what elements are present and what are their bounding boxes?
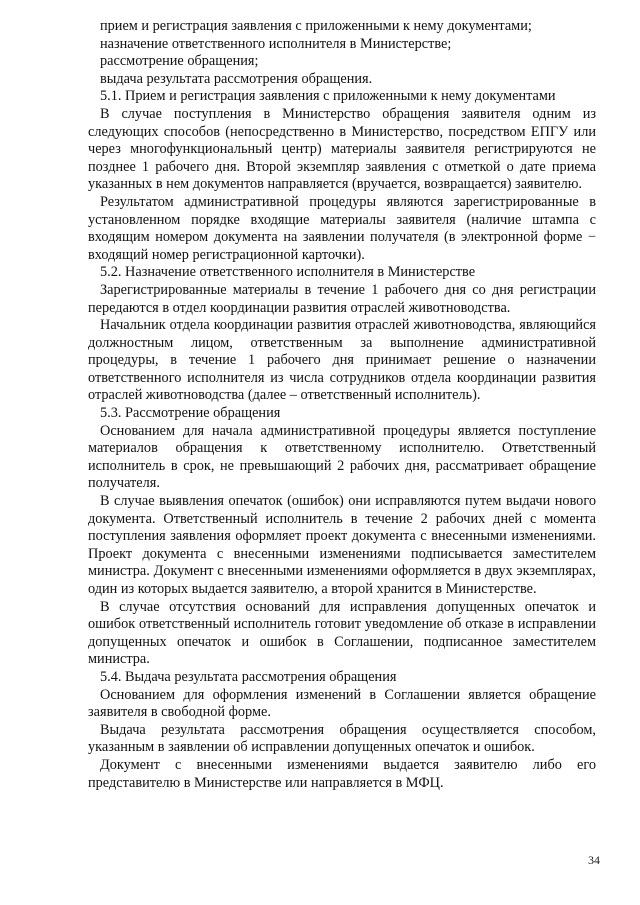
paragraph: Документ с внесенными изменениями выдается заявителю либо его представителю в Министерстве или направляется в МФЦ. bbox=[88, 756, 596, 791]
section-heading-5-2: 5.2. Назначение ответственного исполнителя в Министерстве bbox=[100, 264, 476, 281]
list-item: выдача результата рассмотрения обращения. bbox=[100, 70, 373, 87]
list-item: рассмотрение обращения; bbox=[100, 53, 259, 70]
paragraph: Выдача результата рассмотрения обращения осуществляется способом, указанным в заявлении об исправлении допущенных опечаток и ошибок. bbox=[88, 721, 596, 756]
document-page bbox=[88, 18, 596, 792]
list-item: прием и регистрация заявления с приложенными к нему документами; bbox=[100, 18, 532, 34]
paragraph: Основанием для оформления изменений в Соглашении является обращение заявителя в свободной форме. bbox=[88, 686, 596, 721]
section-heading-5-1: 5.1. Прием и регистрация заявления с приложенными к нему документами bbox=[100, 88, 556, 105]
paragraph: В случае отсутствия оснований для исправления допущенных опечаток и ошибок ответственный исполнитель готовит уведомление об отказе в исправлении допущенных опечаток и ошибок в Соглашении, подписанное заместителем министра. bbox=[88, 598, 596, 668]
list-item: назначение ответственного исполнителя в Министерстве; bbox=[100, 35, 452, 52]
paragraph: Результатом административной процедуры являются зарегистрированные в установленном порядке входящие материалы заявителя (наличие штампа с входящим номером документа на заявлении получателя (в электронной форме − входящий номер регистрационной карточки). bbox=[88, 193, 596, 263]
paragraph: Зарегистрированные материалы в течение 1 рабочего дня со дня регистрации передаются в отдел координации развития отраслей животноводства. bbox=[88, 281, 596, 316]
section-heading-5-4: 5.4. Выдача результата рассмотрения обращения bbox=[100, 668, 397, 685]
paragraph: Начальник отдела координации развития отраслей животноводства, являющийся должностным лицом, ответственным за выполнение административной процедуры, в течение 1 рабочего дня принимает решение о назначении ответственного исполнителя из числа сотрудников отдела координации развития отраслей животноводства (далее – ответственный исполнитель). bbox=[88, 317, 596, 404]
page-number: 34 bbox=[588, 853, 600, 867]
paragraph: Основанием для начала административной процедуры является поступление материалов обращения к ответственному исполнителю. Ответственный исполнитель в срок, не превышающий 2 рабочих дня, рассматривает обращение получателя. bbox=[88, 422, 596, 492]
paragraph: В случае поступления в Министерство обращения заявителя одним из следующих способов (непосредственно в Министерство, посредством ЕПГУ или через многофункциональный центр) материалы заявителя регистрируются не позднее 1 рабочего дня. Второй экземпляр заявления с отметкой о дате приема указанных в нем документов направляется (вручается, возвращается) заявителю. bbox=[88, 105, 596, 193]
paragraph: В случае выявления опечаток (ошибок) они исправляются путем выдачи нового документа. Ответственный исполнитель в течение 2 рабочих дней с момента поступления заявления оформляет проект документа с внесенными изменениями. Проект документа с внесенными изменениями подписывается заместителем министра. Документ с внесенными изменениями оформляется в двух экземплярах, один из которых выдается заявителю, а второй хранится в Министерстве. bbox=[88, 493, 596, 597]
section-heading-5-3: 5.3. Рассмотрение обращения bbox=[100, 405, 281, 422]
